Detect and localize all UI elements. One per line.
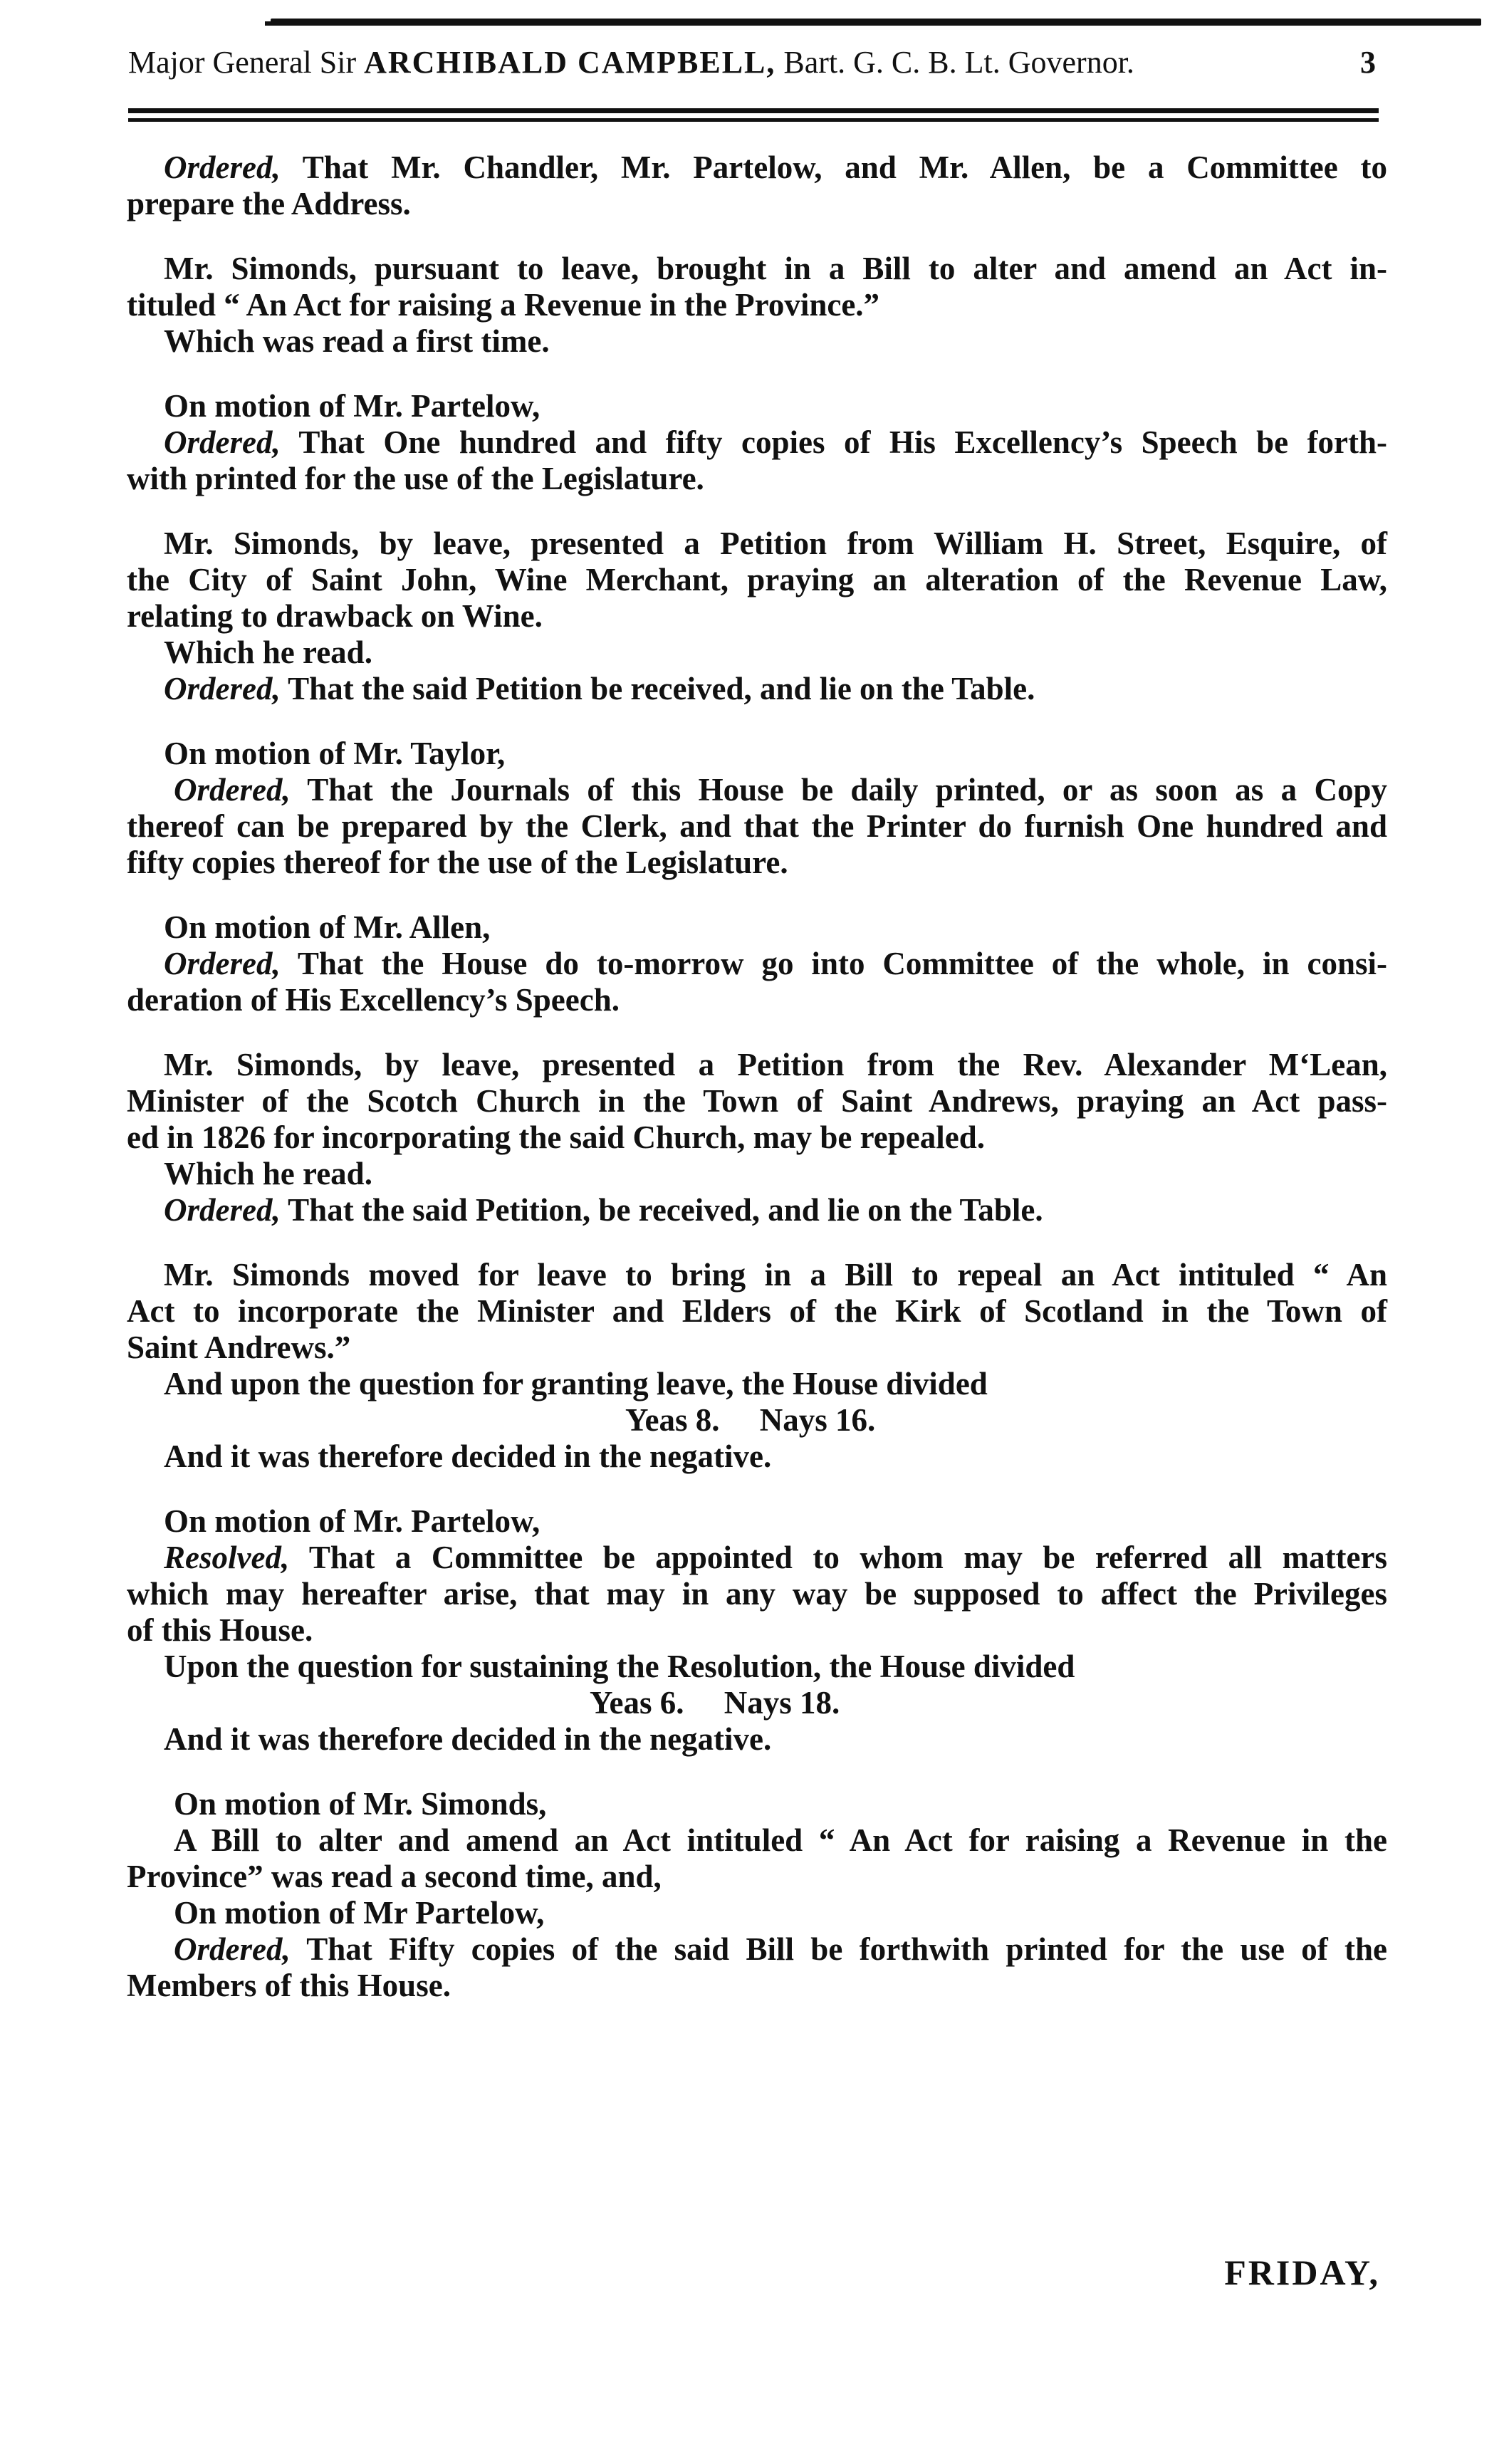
paragraph-revenue-bill [127,251,1387,360]
text-line: A Bill to alter and amend an Act intituled “ An Act for raising a Revenue in the [174,1822,1387,1858]
text-line: Act to incorporate the Minister and Elders of the Kirk of Scotland in the Town of [127,1293,1387,1329]
text-line: On motion of Mr. Allen, [164,909,491,945]
header-rule-thin [128,118,1379,122]
text-line: Mr. Simonds moved for leave to bring in a Bill to repeal an Act intituled “ An [164,1257,1387,1293]
paragraph-committee-address [127,150,1387,222]
text-line: Ordered, That the said Petition, be received, and lie on the Table. [164,1192,1043,1228]
catchword: FRIDAY, [1224,2252,1380,2292]
text-line: of this House. [127,1612,313,1648]
journal-body [127,150,1387,2004]
text-line: Mr. Simonds, by leave, presented a Petition from the Rev. Alexander M‘Lean, [164,1047,1387,1082]
paragraph-privileges-resolution [127,1503,1387,1758]
text-line: And it was therefore decided in the negative. [164,1721,772,1757]
text-line: Which was read a first time. [164,323,550,359]
text-line: Ordered, That the House do to-morrow go into Committee of the whole, in consi- [164,946,1387,981]
text-line: On motion of Mr. Simonds, [174,1786,547,1822]
text-line: the City of Saint John, Wine Merchant, praying an alteration of the Revenue Law, [127,562,1387,597]
header-name: ARCHIBALD CAMPBELL, [364,45,776,80]
text-line: Members of this House. [127,1968,451,2003]
text-line: Ordered, That Fifty copies of the said Bill be forthwith printed for the use of the [174,1931,1387,1967]
header-double-rule [128,108,1379,124]
paragraph-committee-whole [127,909,1387,1018]
vote-tally: Yeas 8. Nays 16. [625,1402,876,1438]
text-line: which may hereafter arise, that may in any way be supposed to affect the Privileges [127,1576,1387,1612]
text-line: Which he read. [164,635,372,670]
text-line: Ordered, That Mr. Chandler, Mr. Partelow, and Mr. Allen, be a Committee to [164,150,1387,185]
text-line: Mr. Simonds, by leave, presented a Petition from William H. Street, Esquire, of [164,526,1387,561]
text-line: On motion of Mr Partelow, [174,1895,545,1931]
paragraph-journals-printed [127,736,1387,881]
paragraph-speech-copies [127,388,1387,497]
text-line: On motion of Mr. Partelow, [164,1503,540,1539]
text-line: On motion of Mr. Partelow, [164,388,540,424]
vote-tally: Yeas 6. Nays 18. [590,1685,840,1721]
text-line: thereof can be prepared by the Clerk, and that the Printer do furnish One hundred and [127,808,1387,844]
text-line: Resolved, That a Committee be appointed to whom may be referred all matters [164,1540,1387,1575]
text-line: And it was therefore decided in the negative. [164,1439,772,1474]
text-line: Upon the question for sustaining the Resolution, the House divided [164,1649,1075,1684]
text-line: Province” was read a second time, and, [127,1859,662,1894]
header-tail: Bart. G. C. B. Lt. Governor. [776,45,1134,80]
text-line: ed in 1826 for incorporating the said Church, may be repealed. [127,1119,986,1155]
text-line: On motion of Mr. Taylor, [164,736,506,771]
paragraph-kirk-bill [127,1257,1387,1475]
text-line: Ordered, That the Journals of this House be daily printed, or as soon as a Copy [174,772,1387,808]
text-line: Ordered, That the said Petition be received, and lie on the Table. [164,671,1035,706]
text-line: with printed for the use of the Legislature. [127,461,704,496]
text-line: And upon the question for granting leave, the House divided [164,1366,988,1401]
paragraph-second-reading [127,1786,1387,2004]
paragraph-mclean-petition [127,1047,1387,1228]
running-header [128,44,1382,95]
text-line: Ordered, That One hundred and fifty copies of His Excellency’s Speech be forth- [164,424,1387,460]
text-line: deration of His Excellency’s Speech. [127,982,620,1018]
header-rule-thick [128,108,1379,113]
text-line: fifty copies thereof for the use of the Legislature. [127,845,788,880]
top-rule [271,19,1481,26]
text-line: Which he read. [164,1156,372,1191]
text-line: Minister of the Scotch Church in the Town of Saint Andrews, praying an Act pass- [127,1083,1387,1119]
paragraph-street-petition [127,526,1387,707]
text-line: relating to drawback on Wine. [127,598,543,634]
text-line: tituled “ An Act for raising a Revenue in the Province.” [127,287,880,323]
header-lead: Major General Sir [128,45,365,80]
text-line: prepare the Address. [127,186,411,221]
text-line: Saint Andrews.” [127,1330,351,1365]
text-line: Mr. Simonds, pursuant to leave, brought in a Bill to alter and amend an Act in- [164,251,1387,286]
page-number: 3 [1360,45,1376,80]
